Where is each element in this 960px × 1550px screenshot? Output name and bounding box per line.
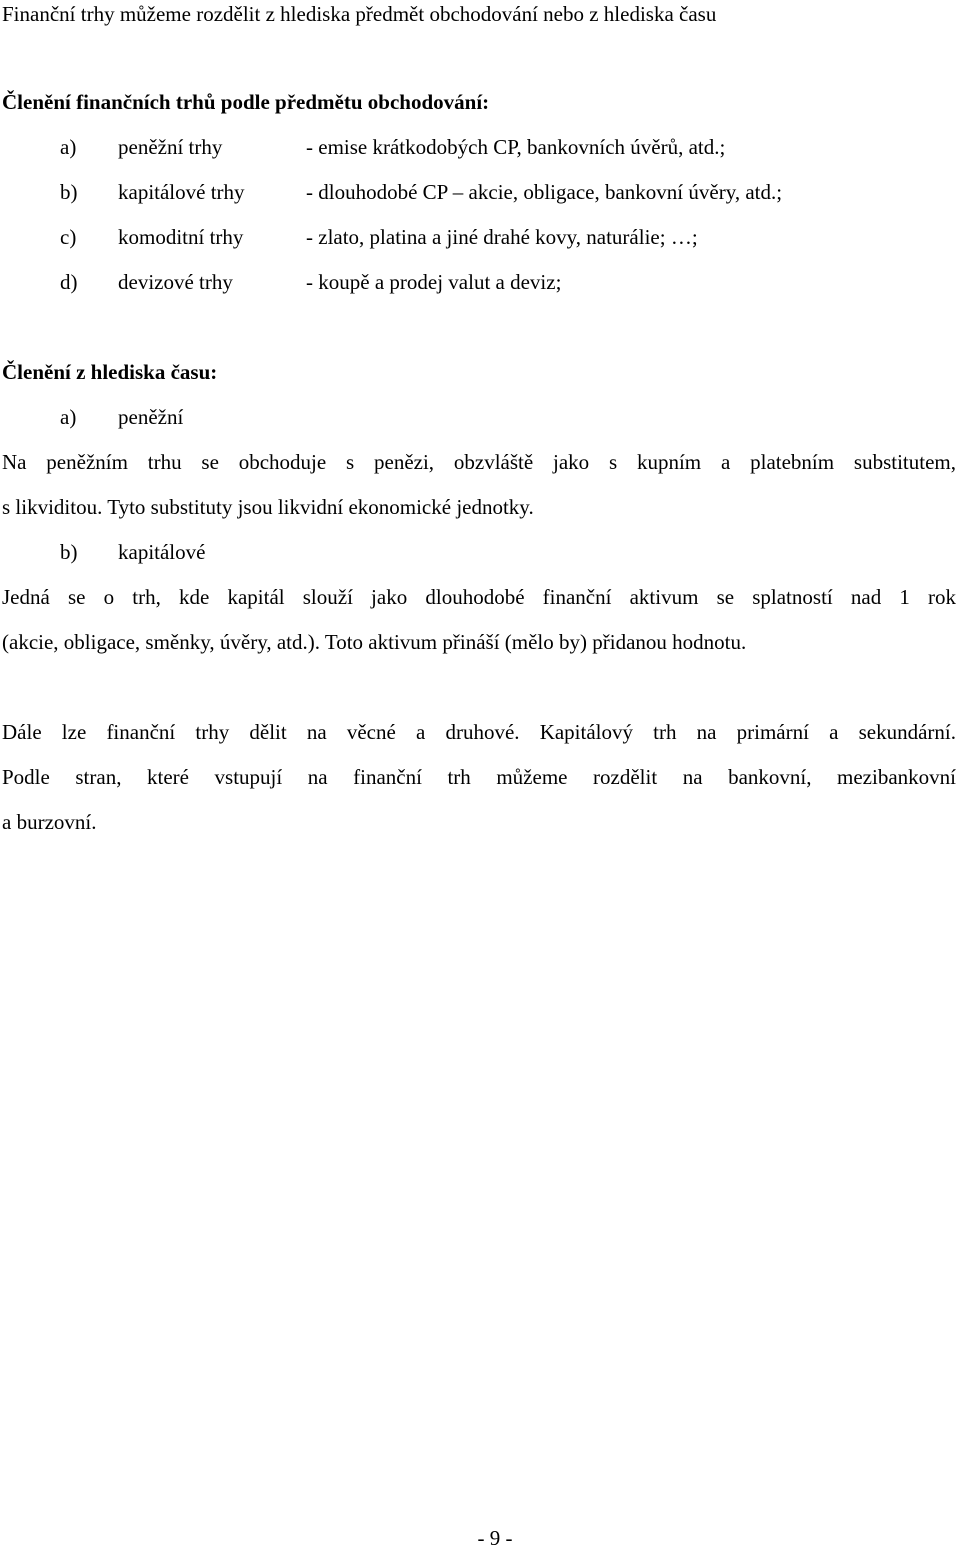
- list-item-desc: - zlato, platina a jiné drahé kovy, naturálie; …;: [306, 225, 698, 249]
- list-item-label: a): [60, 135, 77, 159]
- paragraph-line: s likviditou. Tyto substituty jsou likvidní ekonomické jednotky.: [2, 495, 534, 519]
- sub-label-b: b): [60, 540, 78, 564]
- list-item-label: c): [60, 225, 77, 249]
- section1-heading: Členění finančních trhů podle předmětu obchodování:: [2, 90, 490, 114]
- list-item-desc: - koupě a prodej valut a deviz;: [306, 270, 562, 294]
- sub-name-b: kapitálové: [118, 540, 206, 564]
- list-item-desc: - dlouhodobé CP – akcie, obligace, bankovní úvěry, atd.;: [306, 180, 783, 204]
- paragraph-line: Jedná se o trh, kde kapitál slouží jako dlouhodobé finanční aktivum se splatností nad 1 rok: [2, 585, 956, 609]
- list-item-label: b): [60, 180, 78, 204]
- list-item-name: komoditní trhy: [118, 225, 244, 249]
- closing-line: Dále lze finanční trhy dělit na věcné a druhové. Kapitálový trh na primární a sekundární.: [2, 720, 956, 744]
- list-item-label: d): [60, 270, 78, 294]
- list-item-name: peněžní trhy: [118, 135, 223, 159]
- list-item-name: devizové trhy: [118, 270, 233, 294]
- section2-heading: Členění z hlediska času:: [2, 360, 218, 384]
- closing-line: a burzovní.: [2, 810, 97, 834]
- paragraph-line: Na peněžním trhu se obchoduje s penězi, obzvláště jako s kupním a platebním substitutem,: [2, 450, 956, 474]
- paragraph-line: (akcie, obligace, směnky, úvěry, atd.). Toto aktivum přináší (mělo by) přidanou hodnotu.: [2, 630, 747, 654]
- intro-text: Finanční trhy můžeme rozdělit z hlediska předmět obchodování nebo z hlediska času: [2, 2, 717, 26]
- sub-name-a: peněžní: [118, 405, 184, 429]
- sub-label-a: a): [60, 405, 77, 429]
- list-item-name: kapitálové trhy: [118, 180, 245, 204]
- closing-line: Podle stran, které vstupují na finanční trh můžeme rozdělit na bankovní, mezibankovní: [2, 765, 956, 789]
- page-number: - 9 -: [477, 1526, 513, 1550]
- list-item-desc: - emise krátkodobých CP, bankovních úvěrů, atd.;: [306, 135, 726, 159]
